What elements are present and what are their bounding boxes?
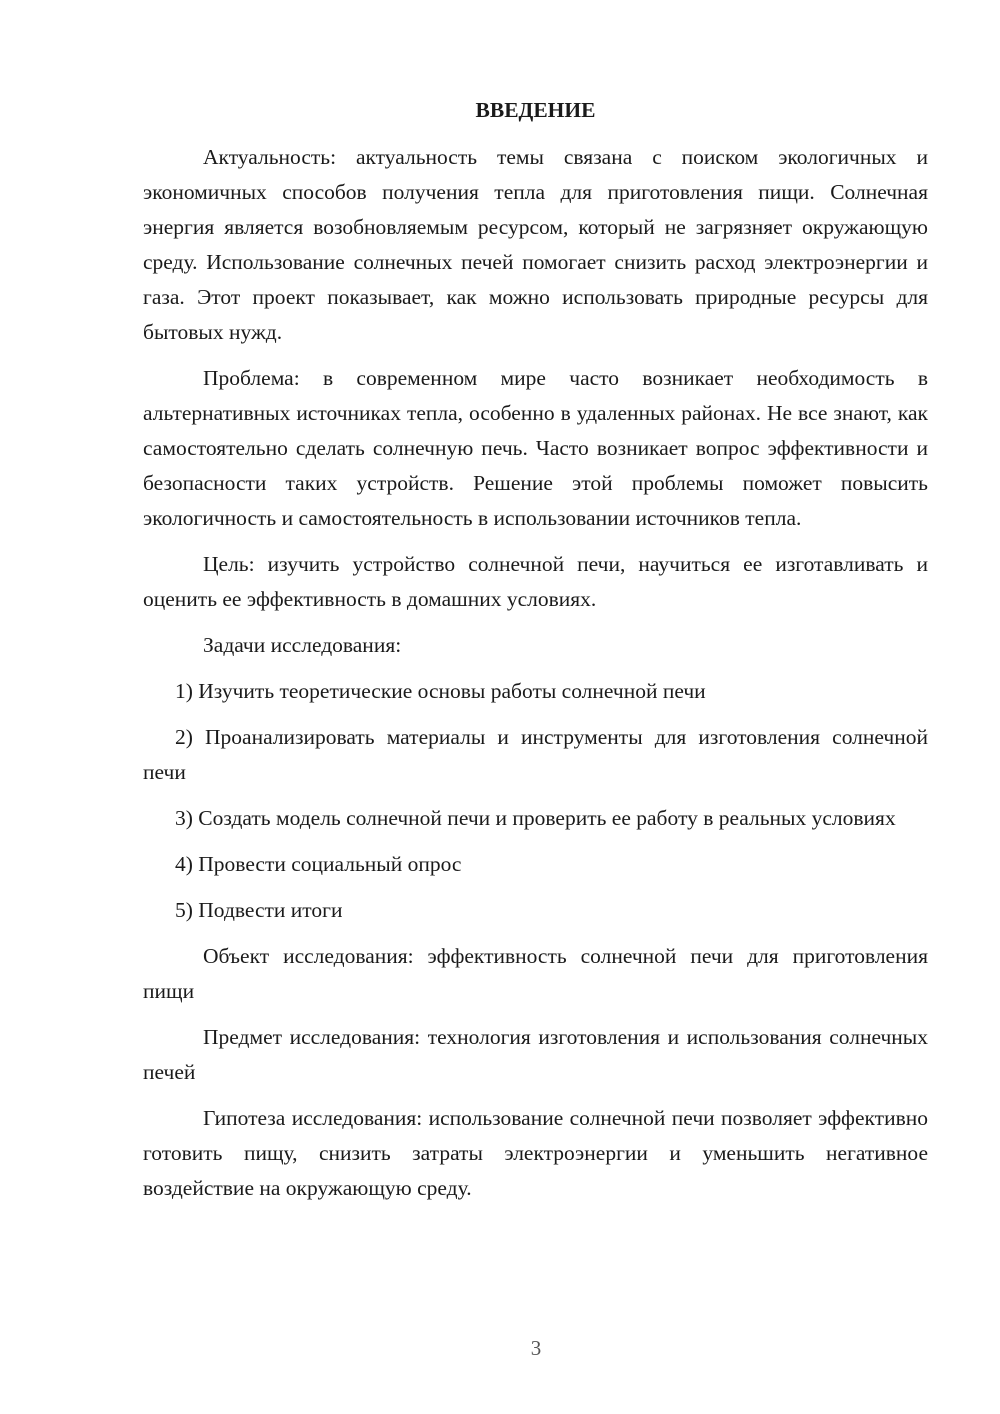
paragraph-object: Объект исследования: эффективность солнечной печи для приготовления пищи	[143, 944, 928, 1003]
page-title: ВВЕДЕНИЕ	[475, 98, 596, 122]
task-item-4: 4) Провести социальный опрос	[175, 852, 462, 876]
page-number: 3	[530, 1336, 542, 1360]
paragraph-goal: Цель: изучить устройство солнечной печи, научиться ее изготавливать и оценить ее эффективность в домашних условиях.	[143, 552, 928, 611]
paragraph-hypothesis: Гипотеза исследования: использование солнечной печи позволяет эффективно готовить пищу, снизить затраты электроэнергии и уменьшить негативное воздействие на окружающую среду.	[143, 1106, 928, 1200]
tasks-heading: Задачи исследования:	[203, 633, 402, 657]
task-item-5: 5) Подвести итоги	[175, 898, 343, 922]
task-item-3: 3) Создать модель солнечной печи и проверить ее работу в реальных условиях	[175, 806, 896, 830]
page-content	[143, 93, 928, 1217]
paragraph-problem: Проблема: в современном мире часто возникает необходимость в альтернативных источниках тепла, особенно в удаленных районах. Не все знают, как самостоятельно сделать солнечную печь. Часто возникает вопрос эффективности и безопасности таких устройств. Решение этой проблемы поможет повысить экологичность и самостоятельность в использовании источников тепла.	[143, 366, 928, 530]
paragraph-subject: Предмет исследования: технология изготовления и использования солнечных печей	[143, 1025, 928, 1084]
paragraph-relevance: Актуальность: актуальность темы связана с поиском экологичных и экономичных способов получения тепла для приготовления пищи. Солнечная энергия является возобновляемым ресурсом, который не загрязняет окружающую среду. Использование солнечных печей помогает снизить расход электроэнергии и газа. Этот проект показывает, как можно использовать природные ресурсы для бытовых нужд.	[143, 145, 928, 344]
task-item-2: 2) Проанализировать материалы и инструменты для изготовления солнечной печи	[143, 725, 928, 784]
task-item-1: 1) Изучить теоретические основы работы солнечной печи	[175, 679, 706, 703]
